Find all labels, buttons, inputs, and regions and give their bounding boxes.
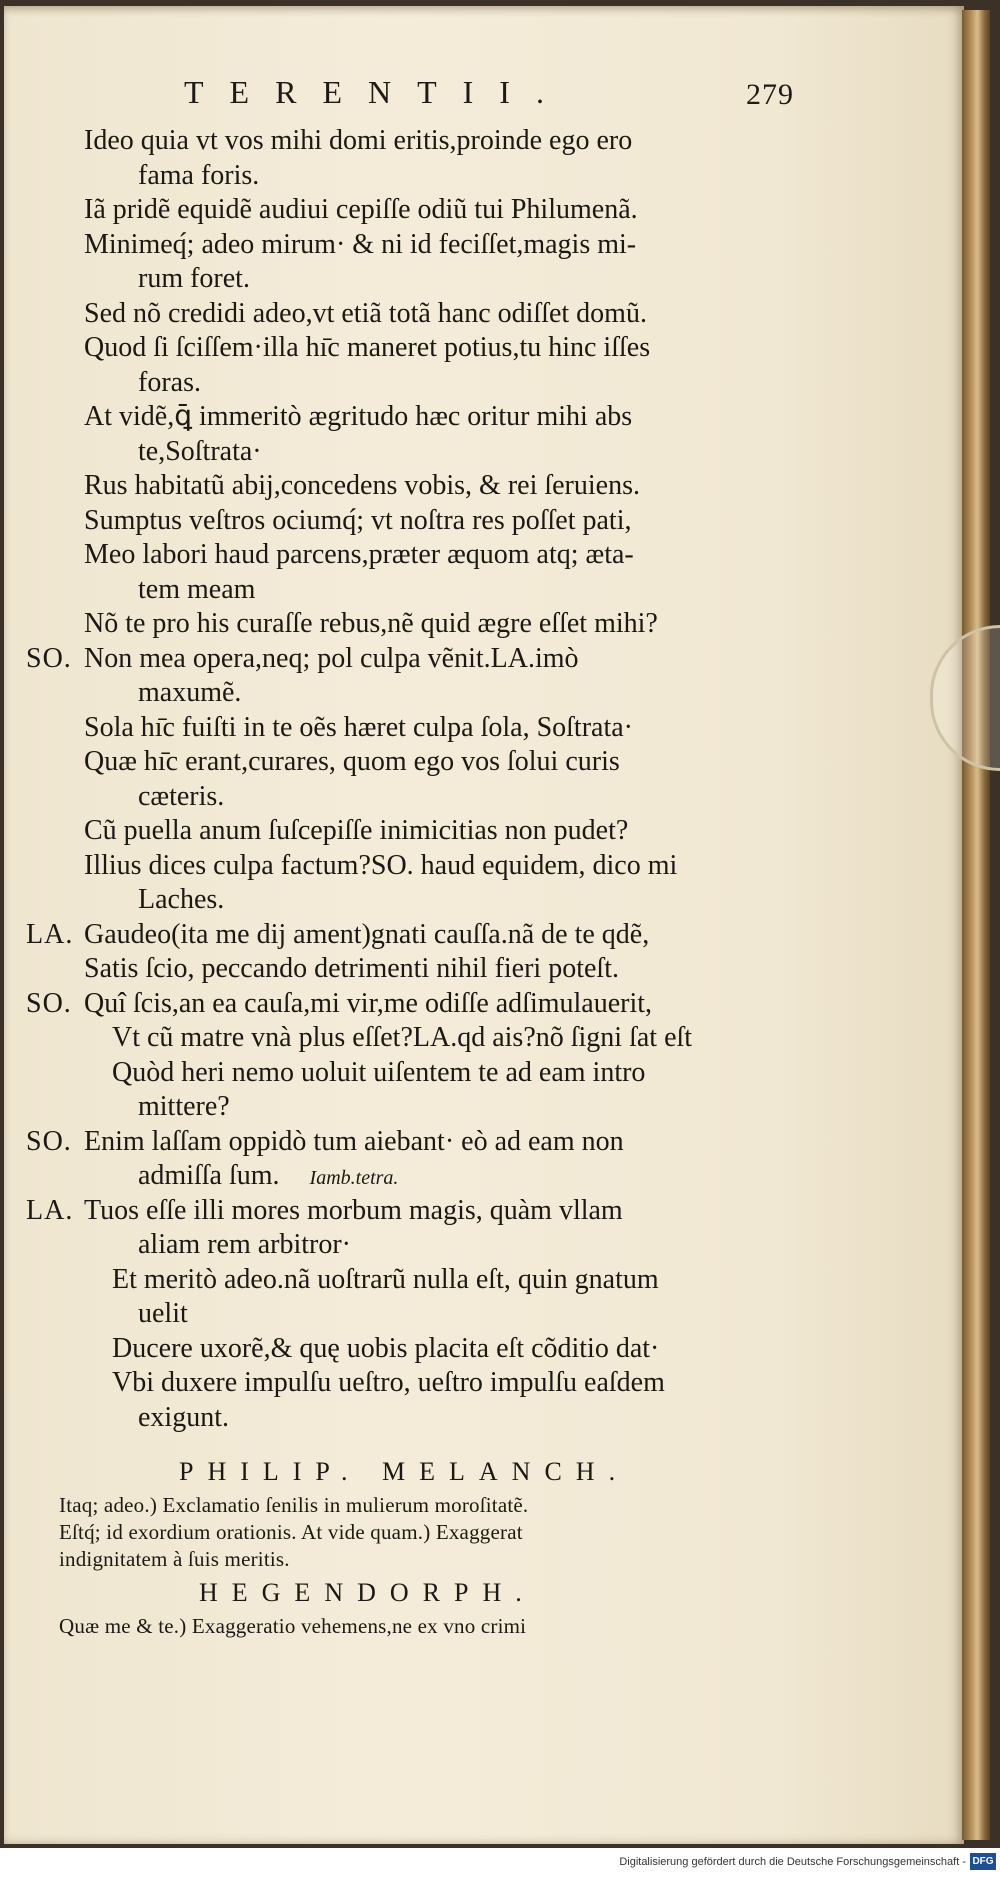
verse-words: Tuos eſſe illi mores morbum magis, quàm vllam [84,1194,623,1226]
verse-line-text [138,883,224,918]
verse-line-text [138,1159,398,1196]
commentary-line: Quæ me & te.) Exaggeratio vehemens,ne ex vno crimi [59,1614,527,1638]
verse-line-text [138,1228,351,1263]
verse-words: Nõ te pro his curaſſe rebus,nẽ quid ægre eſſet mihi? [84,608,658,639]
verse-line [26,1159,826,1194]
verse-line [26,1194,826,1229]
verse-line-text [84,538,634,573]
verse-words: Gaudeo(ita me dij ament)gnati cauſſa.nã de te qdẽ, [84,918,650,950]
verse-words: At vidẽ,ꝗ̄ immeritò ægritudo hæc oritur mihi abs [84,401,633,432]
verse-line [26,400,826,435]
verse-line [26,607,826,642]
verse-text [26,124,826,1435]
page-header [184,74,794,118]
page-number: 279 [746,78,794,111]
verse-words: Laches. [138,884,225,915]
verse-line-text [84,504,632,539]
verse-line-text [112,1263,659,1298]
verse-line-text [84,607,658,642]
commentary-line: Eſtq́; id exordium orationis. At vide quam.) Exaggerat [59,1520,523,1544]
verse-line-text [84,1125,624,1160]
verse-line-text [84,193,638,228]
verse-line [26,469,826,504]
verse-words: Sed nõ credidi adeo,vt etiã totã hanc odiſſet domũ. [84,297,647,329]
verse-line [26,573,826,608]
verse-words: Rus habitatũ abij,concedens vobis, & rei ſeruiens. [84,470,640,501]
verse-line [26,435,826,470]
speaker-label: LA. [26,918,74,950]
verse-line-text [138,435,262,470]
verse-line [26,849,826,884]
verse-line [26,193,826,228]
verse-line [26,1090,826,1125]
verse-line-text [138,1297,188,1332]
verse-line [26,1228,826,1263]
meter-note: Iamb.tetra. [309,1167,399,1189]
verse-words: Quæ hı̄c erant,curares, quom ego vos ſolui curis [84,746,620,777]
verse-line-text [138,573,255,608]
verse-line [26,814,826,849]
verse-line [26,642,826,677]
digitization-credit: Digitalisierung gefördert durch die Deutsche Forschungsgemeinschaft - [619,1856,966,1868]
verse-words: Quî ſcis,an ea cauſa,mi vir,me odiſſe adſimulauerit, [84,987,653,1019]
book-page [4,6,964,1844]
verse-line [26,1263,826,1298]
verse-line [26,1401,826,1436]
verse-line-text [84,952,619,987]
verse-words: Satis ſcio, peccando detrimenti nihil fieri poteſt. [84,953,619,984]
verse-words: mittere? [138,1091,230,1122]
verse-line-text [138,159,259,194]
verse-line [26,952,826,987]
verse-line [26,745,826,780]
verse-words: tem meam [138,573,256,605]
verse-words: te,Soſtrata· [138,435,262,467]
verse-line [26,883,826,918]
verse-line-text [84,297,647,332]
verse-words: uelit [138,1298,188,1329]
commentator-name-hegendorph: HEGENDORPH. [199,1578,536,1607]
verse-words: Quod ſi ſciſſem·illa hı̄c maneret potius,tu hinc iſſes [84,332,651,363]
verse-line-text [84,642,579,677]
verse-line [26,918,826,953]
commentary-lines-hegendorph [59,1613,819,1640]
verse-words: Vt cũ matre vnà plus eſſet?LA.qd ais?nõ ſigni ſat eſt [112,1022,693,1053]
verse-line-text [84,400,632,435]
verse-line [26,331,826,366]
commentary-section [59,1452,819,1640]
verse-line-text [112,1366,665,1401]
verse-words: Vbi duxere impulſu ueſtro, ueſtro impulſu eaſdem [112,1367,665,1398]
verse-line [26,1366,826,1401]
verse-words: Illius dices culpa factum?SO. haud equidem, dico mi [84,849,678,881]
verse-line-text [112,1021,692,1056]
verse-line [26,987,826,1022]
verse-words: Sumptus veſtros ociumq́; vt noſtra res poſſet pati, [84,504,632,536]
verse-line-text [84,469,640,504]
commentary-line: Itaq; adeo.) Exclamatio ſenilis in mulierum moroſitatẽ. [59,1493,529,1517]
verse-line [26,1125,826,1160]
verse-line-text [84,918,649,953]
verse-line [26,711,826,746]
verse-line [26,1332,826,1367]
verse-line [26,1021,826,1056]
verse-line-text [84,745,620,780]
verse-line [26,538,826,573]
verse-line-text [112,1056,645,1091]
verse-line [26,504,826,539]
running-title: TERENTII. [184,74,570,110]
verse-words: Cũ puella anum ſuſcepiſſe inimicitias non pudet? [84,815,629,846]
verse-words: Enim laſſam oppidò tum aiebant· eò ad eam non [84,1125,624,1157]
verse-line [26,676,826,711]
verse-words: Minimeq́; adeo mirum· & ni id feciſſet,magis mi- [84,228,637,260]
verse-line [26,159,826,194]
verse-line-text [84,228,636,263]
verse-words: Ducere uxorẽ,& quę uobis placita eſt cõditio dat· [112,1332,660,1364]
verse-words: Et meritò adeo.nã uoſtrarũ nulla eſt, quin gnatum [112,1263,659,1295]
verse-words: rum foret. [138,263,250,294]
verse-line [26,366,826,401]
verse-words: exigunt. [138,1401,229,1433]
verse-words: Meo labori haud parcens,præter æquom atq; æta- [84,539,634,570]
verse-words: maxumẽ. [138,677,242,708]
verse-words: foras. [138,366,201,398]
verse-line-text [138,366,201,401]
verse-line [26,124,826,159]
verse-line-text [84,711,633,746]
commentary-lines-melanchthon [59,1492,819,1573]
verse-line [26,1297,826,1332]
verse-words: Non mea opera,neq; pol culpa vẽnit.LA.imò [84,642,579,674]
speaker-label: SO. [26,1125,72,1157]
verse-line-text [84,331,650,366]
verse-words: Ideo quia vt vos mihi domi eritis,proinde ego ero [84,125,633,156]
verse-words: fama foris. [138,159,260,191]
verse-line-text [112,1332,659,1367]
verse-words: Sola hı̄c fuiſti in te oẽs hæret culpa ſola, Soſtrata· [84,711,633,743]
speaker-label: SO. [26,987,72,1019]
verse-line [26,228,826,263]
speaker-label: LA. [26,1194,74,1226]
dfg-logo: DFG [970,1853,996,1870]
verse-line-text [84,987,652,1022]
verse-line-text [84,849,677,884]
verse-line-text [84,1194,623,1229]
verse-words: aliam rem arbitror· [138,1229,352,1260]
book-fore-edge [962,10,990,1840]
verse-line [26,1056,826,1091]
verse-line-text [84,124,632,159]
speaker-label: SO. [26,642,72,674]
verse-line [26,262,826,297]
verse-line [26,780,826,815]
verse-words: Iã pridẽ equidẽ audiui cepiſſe odiũ tui Philumenã. [84,194,638,225]
verse-line-text [138,262,250,297]
commentary-line: indignitatem à ſuis meritis. [59,1547,290,1571]
verse-line-text [138,1090,230,1125]
verse-line [26,297,826,332]
verse-words: cæteris. [138,780,225,812]
verse-line-text [138,1401,229,1436]
commentator-name-melanchthon: PHILIP. MELANCH. [179,1457,630,1486]
verse-line-text [138,780,224,815]
verse-words: Quòd heri nemo uoluit uiſentem te ad eam intro [112,1056,646,1088]
verse-words: admiſſa ſum. [138,1160,280,1191]
verse-line-text [84,814,628,849]
verse-line-text [138,676,241,711]
